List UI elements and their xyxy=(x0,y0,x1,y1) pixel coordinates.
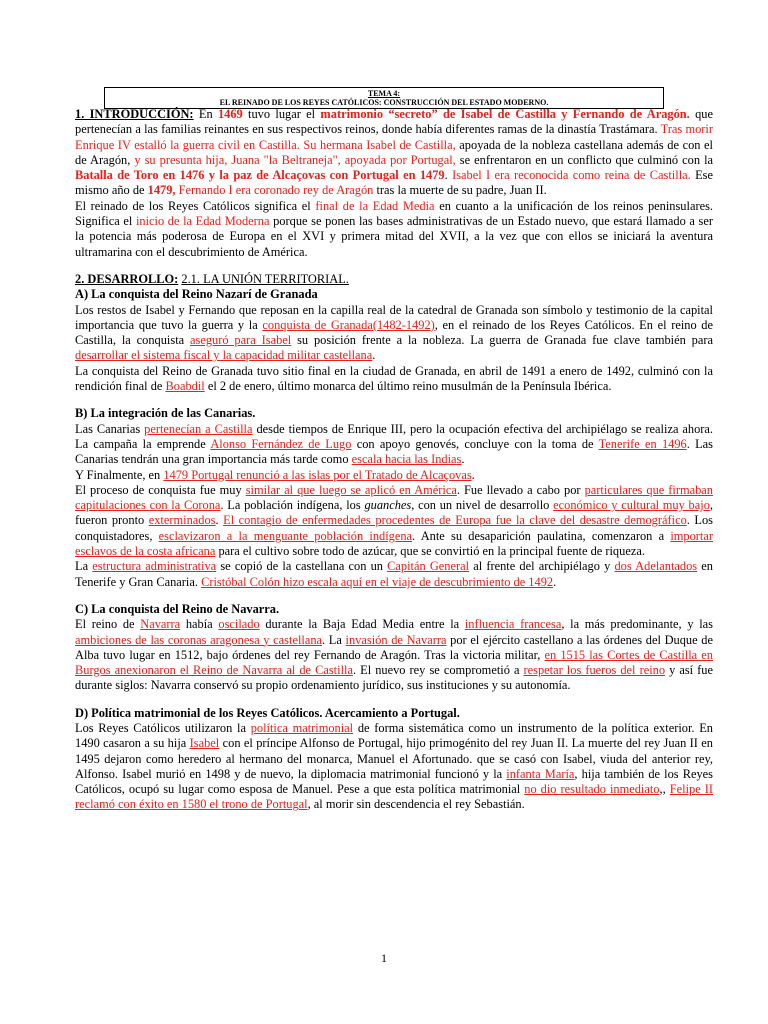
section-heading xyxy=(75,406,713,421)
highlighted-text: conquista de Granada(1482-1492) xyxy=(262,317,435,332)
paragraph xyxy=(75,617,713,693)
text-run: . Fue llevado a cabo por xyxy=(456,482,585,497)
text-run: A) La conquista del Reino Nazarí de Granada xyxy=(75,287,318,302)
highlighted-text: y su presunta hija, Juana "la Beltraneja", apoyada por Portugal, xyxy=(134,152,456,167)
text-run: ,, xyxy=(659,782,670,797)
text-run: , con un nivel de desarrollo xyxy=(411,498,554,513)
text-run: . xyxy=(215,513,224,528)
text-run: . La población indígena, los xyxy=(220,498,365,513)
highlighted-text: exterminados xyxy=(148,513,216,528)
text-run: En xyxy=(193,107,218,121)
text-run: . Los conquistadores, xyxy=(75,513,713,543)
text-run: El reino de xyxy=(75,617,141,632)
highlighted-text: invasión de Navarra xyxy=(345,632,447,647)
highlighted-text: El contagio de enfermedades procedentes de Europa fue la clave del desastre demográfico xyxy=(223,513,687,528)
title-box xyxy=(104,87,664,109)
highlighted-text: no dio resultado inmediato xyxy=(524,782,660,797)
document-title: EL REINADO DE LOS REYES CATÓLICOS: CONSTRUCCIÓN DEL ESTADO MODERNO. xyxy=(219,98,549,107)
text-run: . Ante su desaparición paulatina, comenzaron a xyxy=(412,528,671,543)
highlighted-text: económico y cultural muy bajo xyxy=(553,498,710,513)
text-run: Las Canarias xyxy=(75,421,145,436)
highlighted-text: inicio de la Edad Moderna xyxy=(135,214,270,229)
text-run: en Tenerife y Gran Canaria. xyxy=(75,559,713,589)
text-run: Los restos de Isabel y Fernando que reposan en la capilla real de la catedral de Granada son símbolo y testimonio de la capital importancia que tuvo la guerra y la xyxy=(75,302,713,332)
text-run: desde tiempos de Enrique III, pero la ocupación efectiva del archipiélago se realiza ahora. La campaña la emprende xyxy=(75,421,714,451)
text-run: que pertenecían a las familias reinantes en sus respectivos reinos, donde había diferentes ramas de la dinastía Trastámara. xyxy=(75,107,713,137)
highlighted-text: oscilado xyxy=(218,617,260,632)
text-run: La xyxy=(75,559,93,574)
text-run: en cuanto a la unificación de los reinos peninsulares. Significa el xyxy=(75,198,713,229)
highlighted-text: similar al que luego se aplicó en América xyxy=(245,482,457,497)
highlighted-text: Alonso Fernández de Lugo xyxy=(210,436,352,451)
text-run: tras la muerte de su padre, Juan II. xyxy=(373,183,547,198)
text-run: 2.1. LA UNIÓN TERRITORIAL. xyxy=(181,271,349,286)
highlighted-text: Tras morir Enrique IV estalló la guerra civil en Castilla. Su hermana Isabel de Castilla, xyxy=(75,122,713,152)
highlighted-text: aseguró para Isabel xyxy=(190,333,292,348)
paragraph xyxy=(75,303,713,364)
highlighted-text: Tenerife en 1496 xyxy=(598,436,687,451)
text-run: y así fue durante siglos: Navarra conservó su propio ordenamiento jurídico, sus instituciones y su autonomía. xyxy=(75,663,714,693)
highlighted-text: 1479, xyxy=(147,183,176,198)
highlighted-text: Isabel xyxy=(189,736,220,751)
paragraph xyxy=(75,199,713,260)
highlighted-text: en 1515 las Cortes de Castilla en Burgos anexionaron el Reino de Navarra al de Castilla xyxy=(75,647,713,678)
text-run: Los Reyes Católicos utilizaron la xyxy=(75,720,251,735)
highlighted-text: importar esclavos de la costa africana xyxy=(75,528,713,559)
highlighted-text: influencia francesa xyxy=(464,617,562,632)
paragraph xyxy=(75,364,713,395)
text-run: D) Política matrimonial de los Reyes Católicos. Acercamiento a Portugal. xyxy=(75,705,460,720)
tema-label: TEMA 4: xyxy=(367,89,401,98)
section-heading xyxy=(75,602,713,617)
paragraph xyxy=(75,483,713,559)
text-run: Ese mismo año de xyxy=(75,168,713,198)
text-run: el 2 de enero, último monarca del último reino musulmán de la Península Ibérica. xyxy=(204,379,612,394)
highlighted-text: Isabel I era reconocida como reina de Castilla. xyxy=(452,168,691,183)
highlighted-text: desarrollar el sistema fiscal y la capacidad militar castellana xyxy=(75,348,373,363)
text-run: El proceso de conquista fue muy xyxy=(75,482,246,497)
text-run: . Las Canarias tendrán una gran importancia más tarde como xyxy=(75,436,714,467)
highlighted-text: Fernando I era coronado rey de Aragón xyxy=(178,183,374,198)
highlighted-text: Cristóbal Colón hizo escala aquí en el viaje de descubrimiento de 1492 xyxy=(201,574,554,589)
text-run: . El nuevo rey se comprometió a xyxy=(352,663,524,678)
highlighted-text: pertenecían a Castilla xyxy=(144,421,253,436)
text-run: . xyxy=(553,574,557,589)
highlighted-text: respetar los fueros del reino xyxy=(523,663,666,678)
text-run: porque se ponen las bases administrativas de un Estado nuevo, que estará llamado a ser la potencia más poderosa de Europa en el XVI y primera mitad del XVII, a la vez que con ellos se iniciará la aventura ultramarina con el descubrimiento de América. xyxy=(75,214,714,259)
highlighted-text: política matrimonial xyxy=(250,720,354,735)
highlighted-text: ambiciones de las coronas aragonesa y castellana xyxy=(75,632,323,647)
text-run: . La xyxy=(322,632,346,647)
paragraph xyxy=(75,422,713,468)
text-run: , al morir sin descendencia el rey Sebastián. xyxy=(307,797,525,812)
text-run: con el príncipe Alfonso de Portugal, hijo primogénito del rey Juan II. La muerte del rey Juan II en 1495 dejaron como heredero al hermano del monarca, Manuel el Afortunado. que se casó con Isabel, viuda del anterior rey, Alfonso. Isabel murió en 1498 y de nuevo, la diplomacia matrimonial funcionó y la xyxy=(75,736,713,781)
text-run: La conquista del Reino de Granada tuvo sitio final en la ciudad de Granada, en abril de 1491 a enero de 1492, culminó con la rendición final de xyxy=(75,363,713,394)
text-run: para el cultivo sobre todo de azúcar, que se convirtió en la principal fuente de riqueza. xyxy=(215,544,645,559)
text-run: , en el reinado de los Reyes Católicos. En el reino de Castilla, la conquista xyxy=(75,317,713,348)
highlighted-text: Batalla de Toro en 1476 y la paz de Alcaçovas con Portugal en 1479 xyxy=(75,168,445,183)
highlighted-text: matrimonio “secreto” de Isabel de Castilla y Fernando de Aragón. xyxy=(320,107,690,121)
highlighted-text: Navarra xyxy=(140,617,181,632)
text-run: 1. INTRODUCCIÓN: xyxy=(75,107,194,121)
highlighted-text: esclavizaron a la menguante población indígena xyxy=(158,528,413,543)
text-run: tuvo lugar el xyxy=(242,107,321,121)
highlighted-text: dos Adelantados xyxy=(614,559,698,574)
highlighted-text: final de la Edad Media xyxy=(315,198,435,213)
paragraph xyxy=(75,468,713,483)
text-run: B) La integración de las Canarias. xyxy=(75,406,256,421)
text-run: 2. DESARROLLO: xyxy=(75,271,179,286)
text-run: su posición frente a la nobleza. La guerra de Granada fue clave también para xyxy=(291,333,713,348)
text-run: , fueron pronto xyxy=(75,498,714,528)
text-run: , la más predominante, y las xyxy=(561,617,713,632)
text-run: . xyxy=(461,452,465,467)
highlighted-text: particulares que firmaban capitulaciones con la Corona xyxy=(75,482,714,513)
page-number: 1 xyxy=(381,951,387,965)
text-run: . xyxy=(471,467,475,482)
text-run: se enfrentaron en un conflicto que culminó con la xyxy=(455,152,714,167)
text-run: Y Finalmente, en xyxy=(75,467,164,482)
highlighted-text: 1469 xyxy=(217,107,243,121)
section-heading xyxy=(75,706,713,721)
text-run: con apoyo genovés, concluye con la toma de xyxy=(351,436,599,451)
paragraph xyxy=(75,721,713,813)
highlighted-text: estructura administrativa xyxy=(92,559,217,574)
document-body xyxy=(75,107,713,813)
text-run: . xyxy=(372,348,376,363)
text-run: durante la Baja Edad Media entre la xyxy=(259,617,465,632)
text-run: al frente del archipiélago y xyxy=(469,559,615,574)
highlighted-text: escala hacia las Indias xyxy=(351,452,462,467)
text-run: El reinado de los Reyes Católicos significa el xyxy=(75,198,316,213)
paragraph xyxy=(75,559,713,590)
text-run: apoyada de la nobleza castellana además de con el de Aragón, xyxy=(75,137,713,167)
highlighted-text: 1479 Portugal renunció a las islas por el Tratado de Alcaçovas xyxy=(163,467,472,482)
highlighted-text: Capitán General xyxy=(387,559,470,574)
text-run: había xyxy=(180,617,219,632)
text-run: . xyxy=(444,168,453,183)
text-run: , hija también de los Reyes Católicos, ocupó su lugar como esposa de Manuel. Pese a que esta política matrimonial xyxy=(75,766,714,797)
text-run: guanches xyxy=(364,498,412,513)
highlighted-text: infanta María xyxy=(506,766,575,781)
highlighted-text: Boabdil xyxy=(165,379,205,394)
highlighted-text: Felipe II reclamó con éxito en 1580 el trono de Portugal xyxy=(75,782,713,812)
paragraph xyxy=(75,272,713,287)
section-heading xyxy=(75,287,713,302)
text-run: se copió de la castellana con un xyxy=(216,559,388,574)
text-run: por el ejército castellano a las órdenes del Duque de Alba tuvo lugar en 1512, bajo órdenes del rey Fernando de Aragón. Tras la victoria militar, xyxy=(75,632,713,662)
text-run: de forma sistemática como un instrumento de la política exterior. En 1490 casaron a su hija xyxy=(75,720,713,751)
paragraph xyxy=(75,107,713,199)
text-run: C) La conquista del Reino de Navarra. xyxy=(75,601,280,616)
